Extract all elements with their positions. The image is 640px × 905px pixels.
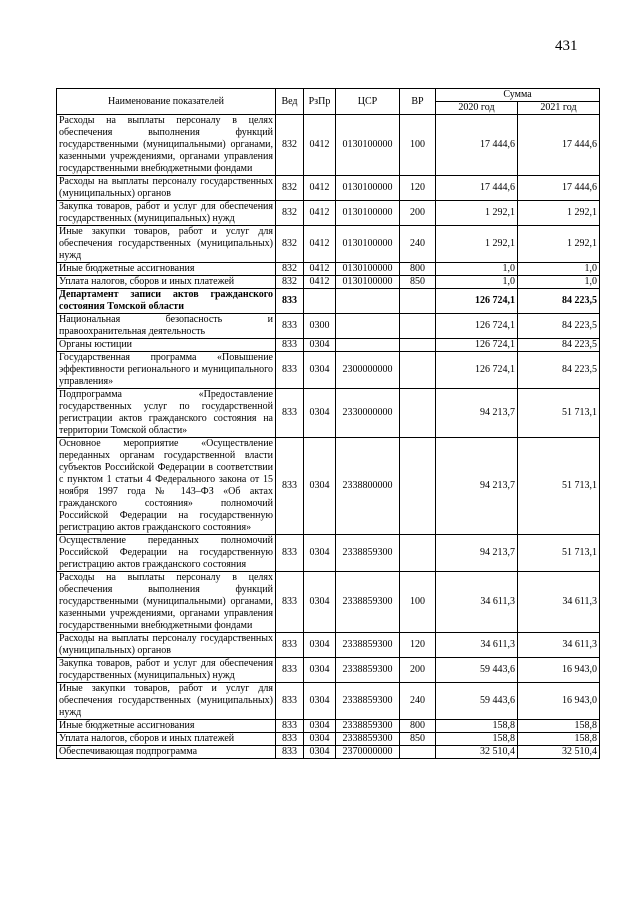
cell-vr: 850 (400, 733, 436, 746)
cell-2021: 51 713,1 (518, 535, 600, 572)
cell-csr: 2370000000 (336, 746, 400, 759)
cell-2021: 17 444,6 (518, 176, 600, 201)
cell-ved: 833 (276, 339, 304, 352)
cell-csr: 2338859300 (336, 572, 400, 633)
cell-ved: 832 (276, 263, 304, 276)
cell-2020: 17 444,6 (436, 176, 518, 201)
table-row (57, 263, 600, 276)
cell-2021: 158,8 (518, 733, 600, 746)
header-rzpr: РзПр (304, 89, 336, 115)
cell-vr: 850 (400, 276, 436, 289)
cell-2020: 34 611,3 (436, 572, 518, 633)
cell-ved: 833 (276, 658, 304, 683)
table-row (57, 733, 600, 746)
cell-csr: 2338859300 (336, 658, 400, 683)
cell-ved: 833 (276, 389, 304, 438)
cell-vr: 200 (400, 658, 436, 683)
cell-name: Расходы на выплаты персоналу государственных (муниципальных) органов (57, 176, 276, 201)
cell-csr: 0130100000 (336, 226, 400, 263)
cell-2020: 94 213,7 (436, 389, 518, 438)
cell-rzpr: 0304 (304, 389, 336, 438)
cell-2021: 17 444,6 (518, 115, 600, 176)
cell-csr (336, 289, 400, 314)
budget-table (56, 88, 600, 759)
cell-ved: 833 (276, 572, 304, 633)
cell-ved: 833 (276, 633, 304, 658)
cell-csr: 0130100000 (336, 115, 400, 176)
cell-vr: 120 (400, 633, 436, 658)
cell-rzpr: 0300 (304, 314, 336, 339)
cell-rzpr: 0304 (304, 339, 336, 352)
cell-rzpr: 0304 (304, 535, 336, 572)
cell-2020: 32 510,4 (436, 746, 518, 759)
cell-vr: 240 (400, 226, 436, 263)
cell-2021: 158,8 (518, 720, 600, 733)
header-sum: Сумма (436, 89, 600, 102)
cell-ved: 832 (276, 276, 304, 289)
cell-vr: 200 (400, 201, 436, 226)
cell-name: Иные бюджетные ассигнования (57, 720, 276, 733)
cell-rzpr: 0304 (304, 438, 336, 535)
cell-name: Национальная безопасность и правоохранительная деятельность (57, 314, 276, 339)
cell-rzpr: 0304 (304, 572, 336, 633)
cell-rzpr: 0304 (304, 720, 336, 733)
table-row (57, 314, 600, 339)
cell-2021: 1,0 (518, 276, 600, 289)
cell-vr (400, 389, 436, 438)
table-row (57, 289, 600, 314)
table-row (57, 352, 600, 389)
cell-ved: 833 (276, 683, 304, 720)
cell-2020: 1,0 (436, 276, 518, 289)
cell-2021: 84 223,5 (518, 289, 600, 314)
cell-ved: 832 (276, 115, 304, 176)
cell-name: Закупка товаров, работ и услуг для обеспечения государственных (муниципальных) нужд (57, 201, 276, 226)
cell-name: Государственная программа «Повышение эффективности регионального и муниципального управления» (57, 352, 276, 389)
cell-csr: 2300000000 (336, 352, 400, 389)
cell-2021: 1,0 (518, 263, 600, 276)
cell-2020: 94 213,7 (436, 438, 518, 535)
cell-rzpr: 0412 (304, 276, 336, 289)
cell-2020: 1 292,1 (436, 226, 518, 263)
cell-2021: 51 713,1 (518, 438, 600, 535)
cell-vr: 120 (400, 176, 436, 201)
cell-vr (400, 314, 436, 339)
cell-2021: 34 611,3 (518, 572, 600, 633)
cell-rzpr: 0304 (304, 633, 336, 658)
cell-2021: 84 223,5 (518, 314, 600, 339)
cell-ved: 833 (276, 314, 304, 339)
table-row (57, 226, 600, 263)
cell-name: Иные закупки товаров, работ и услуг для обеспечения государственных (муниципальных) нужд (57, 226, 276, 263)
cell-vr (400, 535, 436, 572)
table-row (57, 339, 600, 352)
header-ved: Вед (276, 89, 304, 115)
table-row (57, 438, 600, 535)
cell-name: Подпрограмма «Предоставление государственных услуг по государственной регистрации актов гражданского состояния на территории Томской области» (57, 389, 276, 438)
cell-ved: 832 (276, 226, 304, 263)
cell-2020: 17 444,6 (436, 115, 518, 176)
header-name: Наименование показателей (57, 89, 276, 115)
header-vr: ВР (400, 89, 436, 115)
cell-2021: 1 292,1 (518, 201, 600, 226)
cell-2021: 1 292,1 (518, 226, 600, 263)
cell-rzpr: 0412 (304, 226, 336, 263)
cell-name: Закупка товаров, работ и услуг для обеспечения государственных (муниципальных) нужд (57, 658, 276, 683)
cell-2020: 126 724,1 (436, 289, 518, 314)
cell-2020: 158,8 (436, 733, 518, 746)
cell-name: Расходы на выплаты персоналу в целях обеспечения выполнения функций государственными (муниципальными) органами, казенными учреждениями, органами управления государственными внебюджетными фондами (57, 572, 276, 633)
cell-2020: 1 292,1 (436, 201, 518, 226)
cell-csr: 2338859300 (336, 720, 400, 733)
table-row (57, 746, 600, 759)
cell-2020: 94 213,7 (436, 535, 518, 572)
cell-name: Уплата налогов, сборов и иных платежей (57, 733, 276, 746)
cell-rzpr: 0412 (304, 263, 336, 276)
cell-2021: 16 943,0 (518, 658, 600, 683)
cell-vr (400, 438, 436, 535)
header-2021: 2021 год (518, 102, 600, 115)
cell-name: Иные закупки товаров, работ и услуг для обеспечения государственных (муниципальных) нужд (57, 683, 276, 720)
page-number: 431 (555, 38, 578, 54)
cell-vr (400, 352, 436, 389)
cell-ved: 833 (276, 438, 304, 535)
cell-name: Осуществление переданных полномочий Российской Федерации на государственную регистрацию актов гражданского состояния (57, 535, 276, 572)
cell-ved: 832 (276, 201, 304, 226)
cell-2021: 34 611,3 (518, 633, 600, 658)
cell-2020: 126 724,1 (436, 352, 518, 389)
cell-vr (400, 289, 436, 314)
cell-2021: 84 223,5 (518, 352, 600, 389)
table-row (57, 176, 600, 201)
table-row (57, 276, 600, 289)
cell-2020: 158,8 (436, 720, 518, 733)
cell-2020: 126 724,1 (436, 314, 518, 339)
cell-rzpr: 0304 (304, 658, 336, 683)
cell-name: Иные бюджетные ассигнования (57, 263, 276, 276)
cell-2021: 51 713,1 (518, 389, 600, 438)
cell-vr: 100 (400, 572, 436, 633)
cell-csr: 2338859300 (336, 535, 400, 572)
cell-csr: 2338859300 (336, 733, 400, 746)
cell-csr: 0130100000 (336, 263, 400, 276)
cell-2021: 16 943,0 (518, 683, 600, 720)
cell-rzpr: 0304 (304, 733, 336, 746)
table-row (57, 535, 600, 572)
cell-ved: 832 (276, 176, 304, 201)
cell-2020: 59 443,6 (436, 658, 518, 683)
cell-ved: 833 (276, 352, 304, 389)
cell-vr: 800 (400, 263, 436, 276)
cell-rzpr: 0412 (304, 176, 336, 201)
table-body (57, 115, 600, 759)
cell-rzpr: 0412 (304, 201, 336, 226)
cell-csr: 2330000000 (336, 389, 400, 438)
cell-vr: 800 (400, 720, 436, 733)
header-2020: 2020 год (436, 102, 518, 115)
cell-vr: 240 (400, 683, 436, 720)
cell-rzpr: 0412 (304, 115, 336, 176)
cell-2021: 84 223,5 (518, 339, 600, 352)
table-row (57, 658, 600, 683)
cell-name: Расходы на выплаты персоналу государственных (муниципальных) органов (57, 633, 276, 658)
table-row (57, 720, 600, 733)
table-row (57, 683, 600, 720)
cell-ved: 833 (276, 720, 304, 733)
table-row (57, 201, 600, 226)
table-row (57, 115, 600, 176)
cell-2020: 1,0 (436, 263, 518, 276)
cell-vr: 100 (400, 115, 436, 176)
table-row (57, 572, 600, 633)
cell-2020: 34 611,3 (436, 633, 518, 658)
cell-name: Органы юстиции (57, 339, 276, 352)
table-row (57, 389, 600, 438)
cell-csr: 2338859300 (336, 633, 400, 658)
cell-vr (400, 746, 436, 759)
cell-name: Расходы на выплаты персоналу в целях обеспечения выполнения функций государственными (муниципальными) органами, казенными учреждениями, органами управления государственными внебюджетными фондами (57, 115, 276, 176)
cell-name: Обеспечивающая подпрограмма (57, 746, 276, 759)
cell-name: Департамент записи актов гражданского состояния Томской области (57, 289, 276, 314)
cell-csr: 0130100000 (336, 176, 400, 201)
header-csr: ЦСР (336, 89, 400, 115)
cell-rzpr: 0304 (304, 746, 336, 759)
cell-2021: 32 510,4 (518, 746, 600, 759)
cell-rzpr: 0304 (304, 683, 336, 720)
cell-csr (336, 339, 400, 352)
cell-2020: 126 724,1 (436, 339, 518, 352)
cell-ved: 833 (276, 746, 304, 759)
cell-csr: 0130100000 (336, 201, 400, 226)
cell-name: Основное мероприятие «Осуществление переданных органам государственной власти субъектов Российской Федерации в соответствии с пунктом 1 статьи 4 Федерального закона от 15 ноября 1997 года № 143–ФЗ «Об актах гражданского состояния» полномочий Российской Федерации на государственную регистрацию актов гражданского состояния» (57, 438, 276, 535)
cell-vr (400, 339, 436, 352)
cell-rzpr (304, 289, 336, 314)
cell-name: Уплата налогов, сборов и иных платежей (57, 276, 276, 289)
cell-2020: 59 443,6 (436, 683, 518, 720)
cell-csr (336, 314, 400, 339)
cell-ved: 833 (276, 733, 304, 746)
table-row (57, 633, 600, 658)
cell-ved: 833 (276, 535, 304, 572)
cell-ved: 833 (276, 289, 304, 314)
cell-csr: 2338859300 (336, 683, 400, 720)
cell-csr: 0130100000 (336, 276, 400, 289)
cell-rzpr: 0304 (304, 352, 336, 389)
cell-csr: 2338800000 (336, 438, 400, 535)
